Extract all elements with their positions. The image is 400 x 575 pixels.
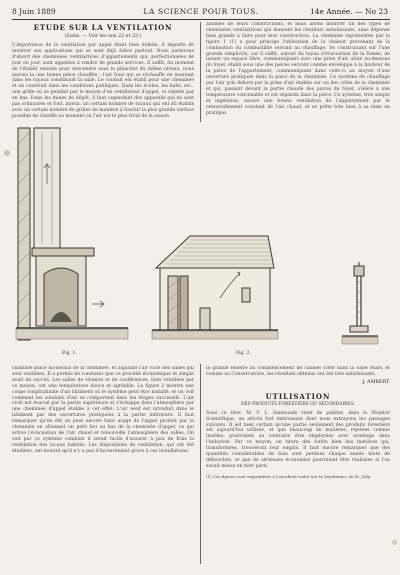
article-subtitle: (Suite. — Voir les nos 22 et 23.) bbox=[64, 34, 142, 39]
figure-2-chimney-lamp bbox=[340, 262, 380, 348]
section-subtitle: DES PRODUITS FORESTIERS OU SECONDAIRES. bbox=[241, 401, 355, 407]
paper-stain bbox=[4, 150, 10, 156]
article-column-top-left bbox=[12, 24, 194, 122]
header-rule bbox=[12, 19, 390, 20]
header-issue: 14e Année. — No 23 bbox=[310, 7, 388, 16]
article-column-bottom-right bbox=[206, 366, 390, 566]
article-text-bottom-left: chambre placé au-dessus de la cheminée, et aspirant l'air vicié des salles qui sont ventilées. Il a permis de constater que ce procédé économique et simple avait du succès. Les salles de réunion et de conférences, bien ventilées par ce moyen, ont une température douce et agréable. La figure 2 montre une coupe longitudinale d'un bâtiment où le système peut être installé, et on voit comment les conduits d'air se comportent dans les étages successifs. L'air vicié est évacué par la partie supérieure et s'échappe dans l'atmosphère par une cheminée d'appel établie à cet effet. L'air neuf est introduit dans le bâtiment par des ouvertures pratiquées à la partie inférieure. Il faut remarquer qu'en été on peut encore faire usage de l'appel produit par la cheminée en allumant un petit feu au bas de la cheminée d'appel, ce qui active l'évacuation de l'air chaud et renouvelle l'atmosphère des salles. On voit par ce système combien il serait facile d'assurer à peu de frais la ventilation des locaux habités. Les dispositions de ventilation, qui ont été étudiées, ont montré qu'il n'y a pas d'inconvénient grave à ces installations. bbox=[12, 366, 194, 454]
article-column-bottom-left bbox=[12, 366, 194, 566]
figure-2-building-section bbox=[150, 228, 280, 348]
section-title-utilisation: UTILISATION bbox=[265, 391, 331, 401]
paper-stain bbox=[392, 540, 397, 545]
article-text-bottom-right-lead: la grande fenêtre au commencement de l'année 1888 dans la Salle Mars, et comme au Conservatoire, les résultats obtenus ont été très satisfaisants. bbox=[206, 366, 390, 377]
figure-1-caption: Fig. 1. bbox=[62, 351, 77, 356]
column-divider-bottom bbox=[200, 364, 201, 564]
header-journal-title: LA SCIENCE POUR TOUS. bbox=[143, 7, 259, 16]
page-header bbox=[12, 7, 390, 17]
footnote: (1) Ces figures sont empruntées à l'excellent traité Sur la Ventilation, de M. Jolly. bbox=[206, 473, 371, 479]
article-signature: J. AMBERT. bbox=[362, 379, 390, 385]
header-date: 8 Juin 1889 bbox=[12, 7, 56, 16]
figure-2-caption: Fig. 2. bbox=[236, 351, 251, 356]
article-title: ÉTUDE SUR LA VENTILATION bbox=[33, 24, 173, 32]
article-text-top-left: L'importance de la ventilation par appel étant bien établie, il importe de montrer ses applications qui se sont déjà faites partout. Nous parlerons d'abord des cheminées ventilatrices d'appartements qui, perfectionnées de jour en jour, sont appelées à rendre de grands services. Il suffit, du moment de l'établir ensuite pour descendre sous le plancher du même niveau, nous aurons la une bonne pièce chauffée : l'air frais qui se réchauffe en montant dans les tuyaux conduisant la salle. Le conduit est établi pour une cheminée et on construit dans les conditions publiques. Dans les écoles, les halls, etc., une grille où se pendait par le moyen d'un ventilateur d'appel, et rejetée par en bas. Dans les mines de dépôt, il faut cependant des appareils qui ne sont pas ordinaires et font, mieux, un certain nombre de tuyaux qui ont dû établis avec un certain nombre de grilles de manière à fournir la plus grande surface possible de chauffe au moment où l'air est le plus froid de la saison. bbox=[12, 43, 194, 119]
section-body: Sous ce titre, M. V. L. Simmonds vient de publier, dans le Monitor Scientifique, un article fort intéressant dont nous extrayons les passages suivants. Il est bien certain qu'une partie seulement des produits forestiers est aujourd'hui utilisée, et que beaucoup de matières, rejetées comme inutiles, pourraient au contraire être employées avec avantage dans l'industrie. Par ce moyen, on tirera des forêts bien des matières qui, transformées, trouveront leur emploi. Il faut encore remarquer que des quantités considérables de bois sont perdues chaque année faute de débouchés, et que de sérieuses économies pourraient être réalisées si l'on savait mieux en tirer parti. bbox=[206, 410, 390, 469]
article-text-top-right: allumée de leurs constructions, et nous allons montrer un des types de cheminées ventilatrices qui donnent les résultats satisfaisants, sans dépense bien grande à faire pour leur construction. La cheminée représentée par la figure 1 (1) a pour principe l'utilisation de la chaleur provenant de la combustion du combustible servant au chauffage. Se construisant sur l'une grande simplicité, car il suffit, autour du tuyau d'évacuation de la fumée, de laisser un espace libre, communiquant avec une prise d'air, situé au-dessous du foyer, établi sous une des pièces servant comme enveloppe à la hauteur de la pièce de l'appartement, communiquant dans celle-ci au moyen d'une ouverture pratiquée dans la paroi de la cheminée. Ce système de chauffage par l'air pris dehors par la prise d'air établie sur un des côtés de la cheminée et qui, passant devant la partie chaude des parois du foyer, s'élève à une température convenable et est répandu dans la pièce. Ce système, très simple et ingénieux, assure une bonne ventilation de l'appartement par le renouvellement constant de l'air chaud, et se prête très bien à sa mise en pratique. bbox=[206, 22, 390, 116]
column-divider-top bbox=[200, 22, 201, 122]
figure-1-fireplace-section bbox=[12, 124, 132, 352]
article-column-top-right bbox=[206, 22, 390, 122]
